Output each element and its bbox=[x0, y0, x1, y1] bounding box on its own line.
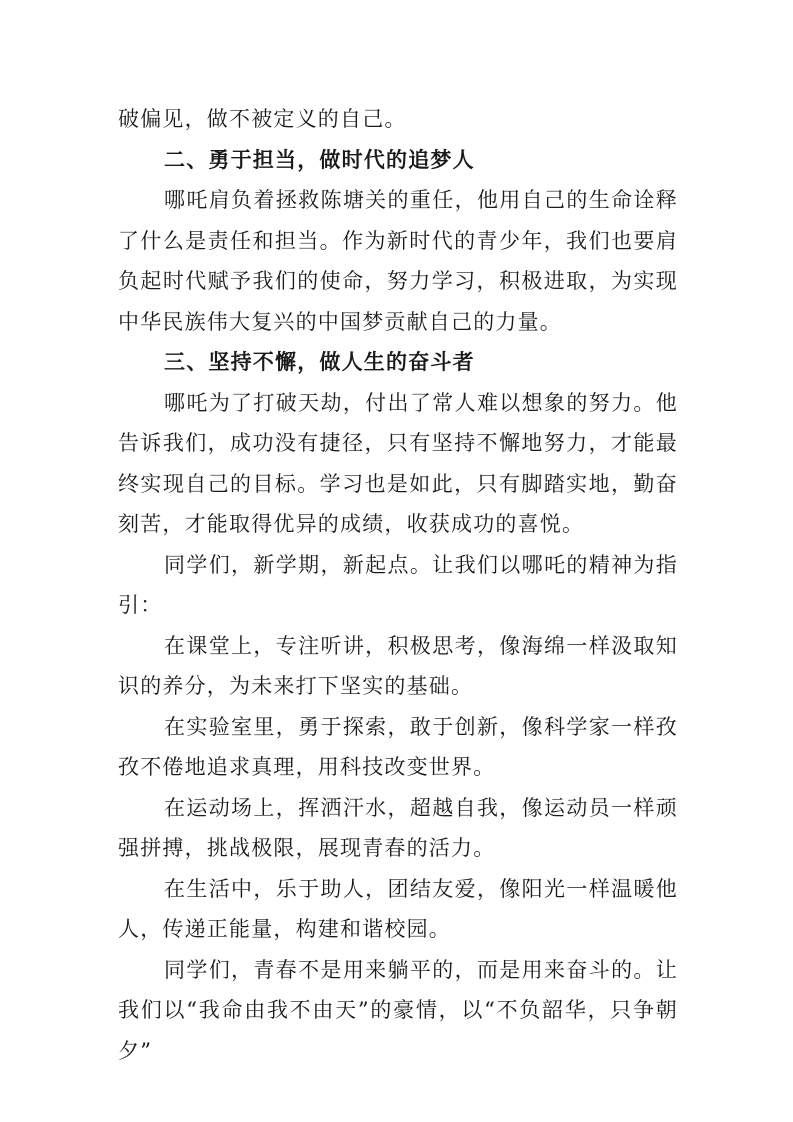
paragraph: 哪吒为了打破天劫，付出了常人难以想象的努力。他告诉我们，成功没有捷径，只有坚持不懈地努力，才能最终实现自己的目标。学习也是如此，只有脚踏实地，勤奋刻苦，才能取得优异的成绩，收获成功的喜悦。 bbox=[118, 390, 678, 536]
paragraph: 在生活中，乐于助人，团结友爱，像阳光一样温暖他人，传递正能量，构建和谐校园。 bbox=[118, 876, 678, 941]
paragraph: 在运动场上，挥洒汗水，超越自我，像运动员一样顽强拼搏，挑战极限，展现青春的活力。 bbox=[118, 795, 678, 860]
paragraph: 在实验室里，勇于探索，敢于创新，像科学家一样孜孜不倦地追求真理，用科技改变世界。 bbox=[118, 714, 678, 779]
paragraph: 同学们，新学期，新起点。让我们以哪吒的精神为指引： bbox=[118, 552, 678, 617]
paragraph: 破偏见，做不被定义的自己。 bbox=[118, 107, 407, 131]
paragraph: 哪吒肩负着拯救陈塘关的重任，他用自己的生命诠释了什么是责任和担当。作为新时代的青少年，我们也要肩负起时代赋予我们的使命，努力学习，积极进取，为实现中华民族伟大复兴的中国梦贡献自己的力量。 bbox=[118, 188, 678, 334]
paragraph: 在课堂上，专注听讲，积极思考，像海绵一样汲取知识的养分，为未来打下坚实的基础。 bbox=[118, 633, 678, 698]
section-heading: 三、坚持不懈，做人生的奋斗者 bbox=[164, 349, 475, 374]
paragraph: 同学们，青春不是用来躺平的，而是用来奋斗的。让我们以“我命由我不由天”的豪情，以“不负韶华，只争朝夕” bbox=[118, 957, 678, 1063]
document-body bbox=[118, 99, 678, 1071]
section-heading: 二、勇于担当，做时代的追梦人 bbox=[164, 146, 475, 172]
